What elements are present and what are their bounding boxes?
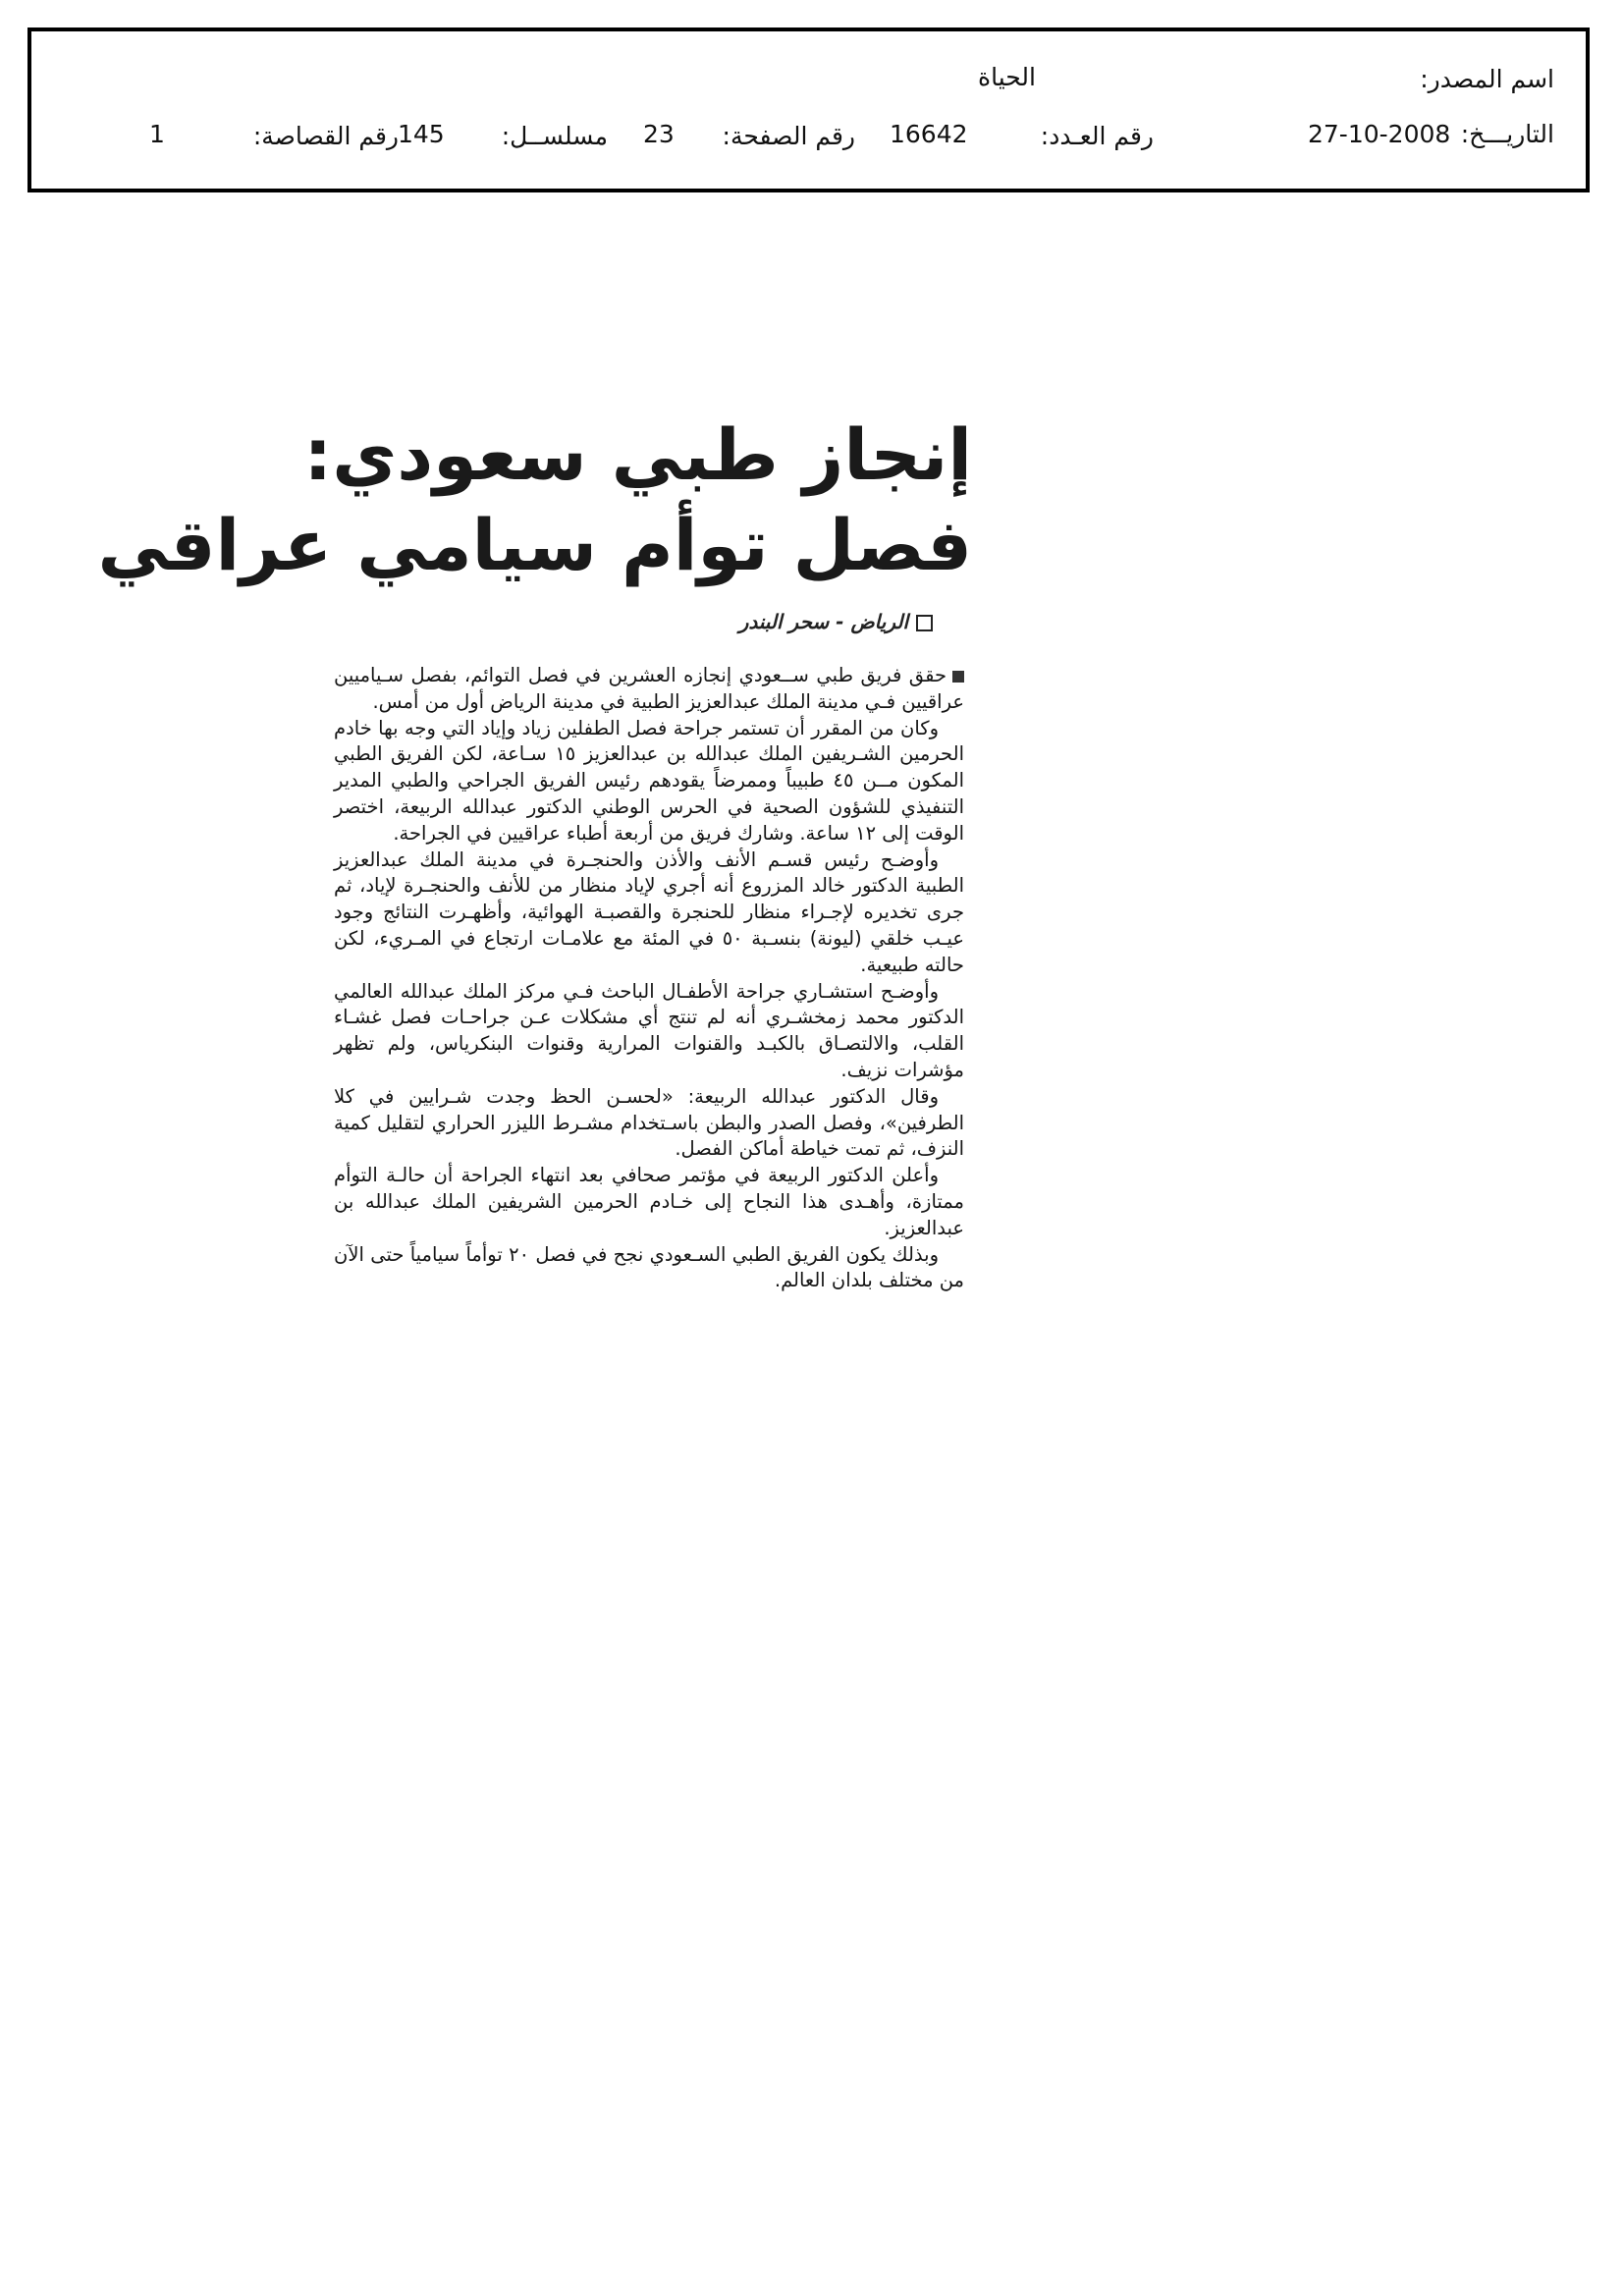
page-value: 23 — [643, 120, 675, 148]
page-label: رقم الصفحة: — [722, 122, 855, 150]
article-paragraph: وأوضـح استشـاري جراحة الأطفـال الباحث فـي مركز الملك عبدالله العالمي الدكتور محمد زمخشـري أنه لم تنتج أي مشكلات عـن جراحـات فصل غشـاء القلب، والالتصـاق بالكبـد والقنوات المرارية وقنوات البنكرياس، ولم تظهر مؤشرات نزيف. — [334, 979, 964, 1081]
date-value: 27-10-2008 — [1308, 120, 1451, 148]
article-paragraph: وكان من المقرر أن تستمر جراحة فصل الطفلين زياد وإياد التي وجه بها خادم الحرمين الشـريفين الملك عبدالله بن عبدالعزيز ١٥ سـاعة، لكن الفريق الطبي المكون مــن ٤٥ طبيباً وممرضاً يقودهم رئيس الفريق الجراحي والطبي المدير التنفيذي للشؤون الصحية في الحرس الوطني الدكتور عبدالله الربيعة، اختصر الوقت إلى ١٢ ساعة. وشارك فريق من أربعة أطباء عراقيين في الجراحة. — [334, 716, 964, 845]
article-paragraph: وبذلك يكون الفريق الطبي السـعودي نجح في فصل ٢٠ توأماً سيامياً حتى الآن من مختلف بلدان العالم. — [334, 1242, 964, 1292]
clip-number-label: رقم القصاصة: — [252, 122, 399, 150]
newspaper-clipping — [97, 388, 972, 1517]
serial-label: مسلســل: — [501, 122, 608, 150]
byline-text: الرياض - سحر البندر — [738, 610, 908, 633]
article-paragraph: وأوضـح رئيس قسـم الأنف والأذن والحنجـرة في مدينة الملك عبدالعزيز الطبية الدكتور خالد المزروع أنه أجري لإياد منظار من للأنف والحنجـرة لإياد، ثم جرى تخديره لإجـراء منظار للحنجرة والقصبـة الهوائية، وأظهـرت النتائج وجود عيـب خلقي (ليونة) بنسـبة ٥٠ في المئة مع علامـات ارتجاع في المـريء، لكن حالته طبيعية. — [334, 847, 964, 976]
paragraph-text: حقق فريق طبي ســعودي إنجازه العشرين في فصل التوائم، بفصل سـياميين عراقيين فـي مدينة الملك عبدالعزيز الطبية في مدينة الرياض أول من أمس. — [334, 664, 964, 713]
headline-line-1: إنجاز طبي سعودي: — [303, 413, 972, 496]
serial-value: 145 — [398, 120, 445, 148]
article-paragraph: وقال الدكتور عبدالله الربيعة: «لحسـن الحظ وجدت شـرايين في كلا الطرفين»، وفصل الصدر والبطن باسـتخدام مشـرط الليزر الحراري لتقليل كمية النزف، ثم تمت خياطة أماكن الفصل. — [334, 1084, 964, 1161]
headline-line-2: فصل توأم سيامي عراقي — [97, 504, 972, 586]
date-label: التاريـــخ: — [1460, 120, 1554, 148]
filled-square-icon — [952, 671, 964, 683]
source-label: اسم المصدر: — [1420, 65, 1554, 93]
issue-label: رقم العـدد: — [1040, 122, 1154, 150]
square-bullet-icon — [916, 615, 933, 631]
article-paragraph — [334, 663, 964, 716]
article-paragraph: وأعلن الدكتور الربيعة في مؤتمر صحافي بعد انتهاء الجراحة أن حالـة التوأم ممتازة، وأهـدى هذا النجاح إلى خـادم الحرمين الشريفين الملك عبدالله بن عبدالعزيز. — [334, 1164, 964, 1239]
issue-value: 16642 — [890, 120, 968, 148]
source-value: الحياة — [978, 63, 1036, 91]
byline — [334, 608, 972, 635]
article-body — [334, 663, 972, 1294]
clipping-info-box — [27, 27, 1590, 192]
clip-number-value: 1 — [149, 120, 165, 148]
